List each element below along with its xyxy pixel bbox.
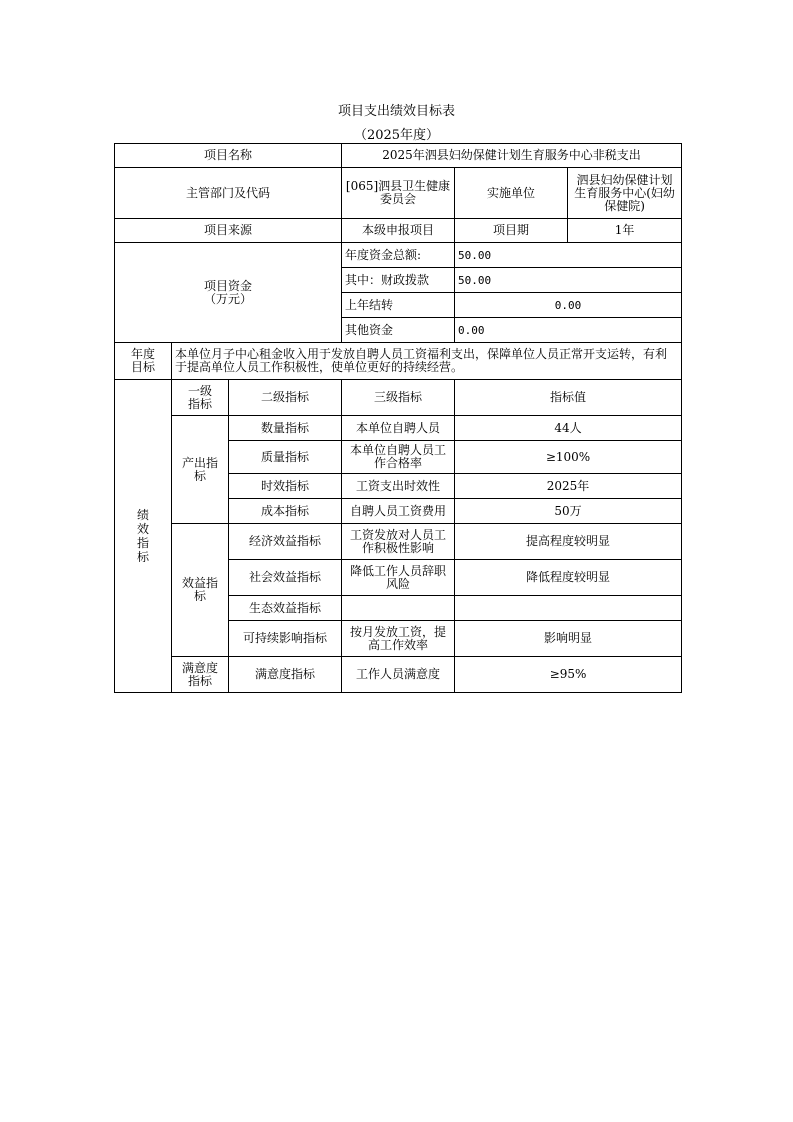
indicator-level3: 本单位自聘人员: [342, 416, 455, 441]
indicator-level3: 工资发放对人员工作积极性影响: [342, 524, 455, 560]
table-row: [115, 416, 682, 441]
row-department: [115, 168, 682, 219]
indicator-level2: 数量指标: [229, 416, 342, 441]
header-level2: 二级指标: [229, 380, 342, 416]
source-label: 项目来源: [115, 219, 342, 243]
indicator-level2: 成本指标: [229, 499, 342, 524]
indicator-level3: 按月发放工资，提高工作效率: [342, 621, 455, 657]
indicator-value: 50万: [455, 499, 682, 524]
indicator-value: 44人: [455, 416, 682, 441]
satisfaction-indicators-label: 满意度指标: [172, 657, 229, 693]
row-source: [115, 219, 682, 243]
indicator-value: [455, 596, 682, 621]
indicator-value: 降低程度较明显: [455, 560, 682, 596]
implementing-unit-label: 实施单位: [455, 168, 568, 219]
indicator-value: 提高程度较明显: [455, 524, 682, 560]
fund-other-label: 其他资金: [342, 318, 455, 343]
indicator-value: 2025年: [455, 474, 682, 499]
table-row: [115, 524, 682, 560]
indicator-level2: 社会效益指标: [229, 560, 342, 596]
header-level1: 一级指标: [172, 380, 229, 416]
indicator-value: 影响明显: [455, 621, 682, 657]
fund-carry-label: 上年结转: [342, 293, 455, 318]
project-name-label: 项目名称: [115, 144, 342, 168]
fund-fiscal-label: 其中：财政拨款: [342, 268, 455, 293]
funds-label: 项目资金（万元）: [115, 243, 342, 343]
row-fund-total: [115, 243, 682, 268]
header-level3: 三级指标: [342, 380, 455, 416]
indicator-value: ≥100%: [455, 441, 682, 474]
output-indicators-label: 产出指标: [172, 416, 229, 524]
row-project-name: [115, 144, 682, 168]
fund-other-value: 0.00: [455, 318, 682, 343]
fund-total-value: 50.00: [455, 243, 682, 268]
performance-table: [114, 143, 682, 693]
fund-total-label: 年度资金总额:: [342, 243, 455, 268]
indicator-level3: 本单位自聘人员工作合格率: [342, 441, 455, 474]
row-indicator-headers: [115, 380, 682, 416]
indicator-level2: 时效指标: [229, 474, 342, 499]
indicator-level2: 满意度指标: [229, 657, 342, 693]
period-label: 项目期: [455, 219, 568, 243]
benefit-indicators-label: 效益指标: [172, 524, 229, 657]
header-value: 指标值: [455, 380, 682, 416]
indicator-level3: [342, 596, 455, 621]
indicator-level2: 质量指标: [229, 441, 342, 474]
department-label: 主管部门及代码: [115, 168, 342, 219]
department-value: [065]泗县卫生健康委员会: [342, 168, 455, 219]
project-name-value: 2025年泗县妇幼保健计划生育服务中心非税支出: [342, 144, 682, 168]
implementing-unit-value: 泗县妇幼保健计划生育服务中心(妇幼保健院): [568, 168, 682, 219]
table-row: [115, 657, 682, 693]
indicator-level3: 自聘人员工资费用: [342, 499, 455, 524]
source-value: 本级申报项目: [342, 219, 455, 243]
indicator-level2: 经济效益指标: [229, 524, 342, 560]
page-title: 项目支出绩效目标表: [337, 104, 455, 119]
annual-goal-text: 本单位月子中心租金收入用于发放自聘人员工资福利支出，保障单位人员正常开支运转，有利于提高单位人员工作积极性，使单位更好的持续经营。: [172, 343, 682, 380]
indicator-value: ≥95%: [455, 657, 682, 693]
indicator-level3: 降低工作人员辞职风险: [342, 560, 455, 596]
row-annual-goal: [115, 343, 682, 380]
fund-carry-value: 0.00: [455, 293, 682, 318]
indicator-level3: 工资支出时效性: [342, 474, 455, 499]
period-value: 1年: [568, 219, 682, 243]
indicator-level2: 生态效益指标: [229, 596, 342, 621]
indicator-level2: 可持续影响指标: [229, 621, 342, 657]
indicators-section-label: 绩效指标: [115, 380, 172, 693]
indicator-level3: 工作人员满意度: [342, 657, 455, 693]
fund-fiscal-value: 50.00: [455, 268, 682, 293]
annual-goal-label: 年度目标: [115, 343, 172, 380]
year-label: （2025年度）: [353, 128, 440, 143]
